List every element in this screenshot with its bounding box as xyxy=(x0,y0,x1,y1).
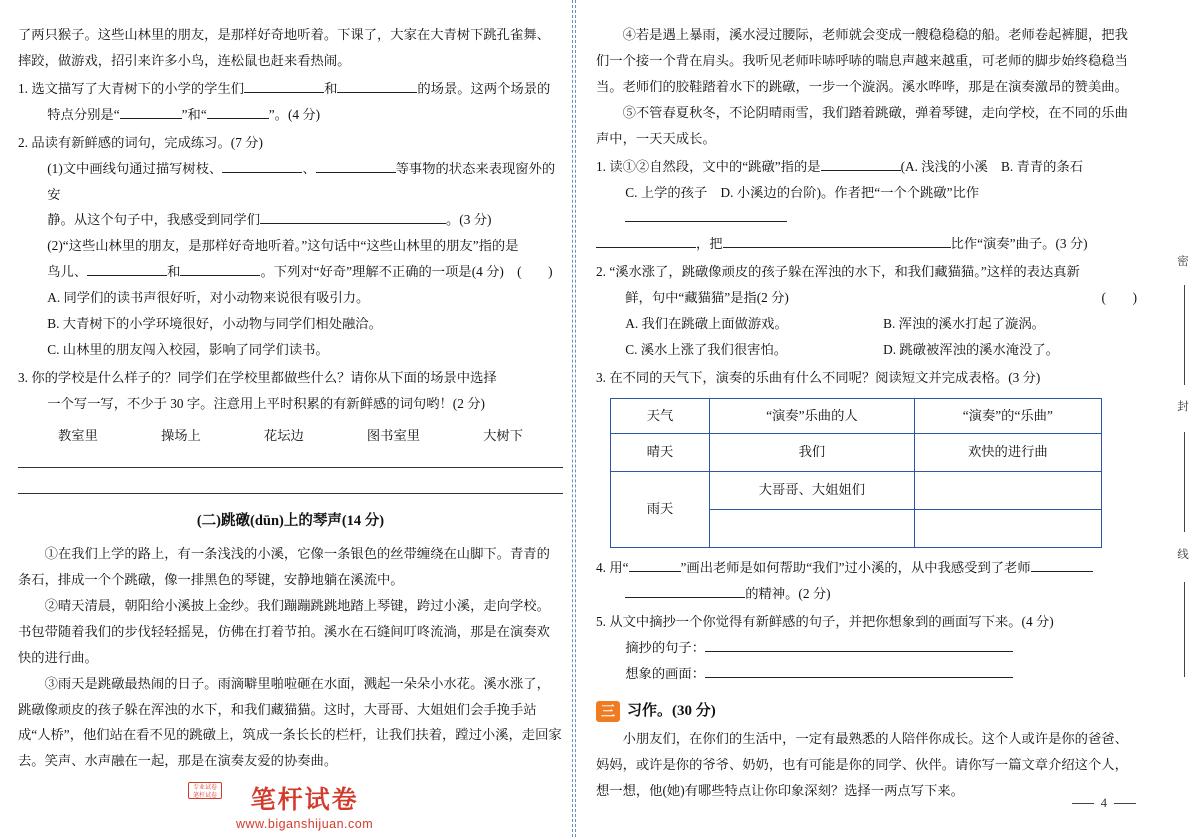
question-1-line2: 特点分别是“ ”和“ ”。(4 分) xyxy=(18,102,563,128)
composition-title: 习作。(30 分) xyxy=(627,702,716,719)
page-number-value: 4 xyxy=(1100,796,1107,810)
cell-performer-blank xyxy=(710,509,915,547)
section-badge: 三 xyxy=(596,701,620,722)
question-1: 1. 选文描写了大青树下的小学的学生们 和 的场景。这两个场景的 xyxy=(18,76,563,102)
page-dash-left xyxy=(1072,803,1094,804)
paragraph-5: ⑤不管春夏秋冬，不论阴晴雨雪，我们踏着跳礅，弹着琴键，走向学校，在不同的乐曲声中，一天天成长。 xyxy=(596,104,1128,146)
option-a: A. 同学们的读书声很好听，对小动物来说很有吸引力。 xyxy=(47,290,370,306)
section2-paragraph-3: ③雨天是跳礅最热闹的日子。雨滴噼里啪啦砸在水面，溅起一朵朵小水花。溪水涨了，跳礅像顽皮的孩子躲在浑浊的水下，和我们藏猫猫。这时，大哥哥、大姐姐们会手挽手站成“人桥”，他们站在看不见的跳礅上，筑成一条长长的栏杆，让我们扶着，蹚过小溪，走回家去。笑声、水声融在一起，那是在演奏友爱的协奏曲。 xyxy=(18,675,562,769)
table-row xyxy=(611,471,1102,509)
table-header-music: “演奏”的“乐曲” xyxy=(914,398,1101,433)
cell-weather-sunny: 晴天 xyxy=(611,433,710,471)
r-q2-options-row2 xyxy=(596,337,1141,363)
r-option-d: D. 跳礅被浑浊的溪水淹没了。 xyxy=(883,342,1059,358)
left-column xyxy=(18,22,563,774)
edge-mark-mi: 密 xyxy=(1176,255,1188,269)
r-question-1-line3: ，把 比作“演奏”曲子。(3 分) xyxy=(596,231,1141,257)
r-question-2: 2. “溪水涨了，跳礅像顽皮的孩子躲在浑浊的水下，和我们藏猫猫。”这样的表达真新 xyxy=(596,264,1080,280)
edge-rule-3 xyxy=(1184,582,1185,677)
r-question-3: 3. 在不同的天气下，演奏的乐曲有什么不同呢？阅读短文并完成表格。(3 分) xyxy=(596,369,1041,385)
option-c: C. 山林里的朋友闯入校园，影响了同学们读书。 xyxy=(47,342,329,358)
composition-header xyxy=(596,697,1141,726)
question-2-1-line2: 静。从这个句子中，我感受到同学们 。(3 分) xyxy=(18,207,563,233)
page-number xyxy=(1072,796,1136,811)
weather-table xyxy=(610,398,1102,548)
paragraph-4: ④若是遇上暴雨，溪水浸过腰际，老师就会变成一艘稳稳稳的船。老师卷起裤腿，把我们一个接一个背在肩头。我听见老师咔哧呼哧的喘息声越来越重，可老师的脚步始终稳稳当当。老师们的胶鞋踏着水下的跳礅，一步一个漩涡。溪水哗哗，那是在演奏激昂的赞美曲。 xyxy=(596,27,1128,94)
question-2-2: (2)“这些山林里的朋友，是那样好奇地听着。”这句话中“这些山林里的朋友”指的是 xyxy=(47,238,519,254)
composition-prompt: 小朋友们，在你们的生活中，一定有最熟悉的人陪伴你成长。这个人或许是你的爸爸、妈妈，或许是你的爷爷、奶奶，也有可能是你的同学、伙伴。请你写一篇文章介绍这个人，想一想，他(她)有哪些特点让你印象深刻？选择一两点写下来。 xyxy=(596,730,1128,798)
scene-2: 操场上 xyxy=(160,427,201,443)
edge-mark-feng: 封 xyxy=(1176,400,1188,414)
r-q2-options-row1 xyxy=(596,311,1141,337)
table-header-performer: “演奏”乐曲的人 xyxy=(710,398,915,433)
passage-tail: 了两只猴子。这些山林里的朋友，是那样好奇地听着。下课了，大家在大青树下跳孔雀舞、摔跤，做游戏，招引来许多小鸟，连松鼠也赶来看热闹。 xyxy=(18,27,550,68)
cell-music-sunny: 欢快的进行曲 xyxy=(914,433,1101,471)
watermark xyxy=(192,780,374,831)
r-question-4-line2: 的精神。(2 分) xyxy=(596,581,1141,607)
r-question-1: 1. 读①②自然段，文中的“跳礅”指的是 (A. 浅浅的小溪 B. 青青的条石 xyxy=(596,154,1141,180)
question-3-line2: 一个写一写，不少于 30 字。注意用上平时积累的有新鲜感的词句哟！(2 分) xyxy=(47,395,485,411)
section2-paragraph-2: ②晴天清晨，朝阳给小溪披上金纱。我们蹦蹦跳跳地踏上琴键，跨过小溪，走向学校。书包带随着我们的步伐轻轻摇晃，仿佛在打着节拍。溪水在石缝间叮咚流淌，那是在演奏欢快的进行曲。 xyxy=(18,597,550,665)
edge-rule-1 xyxy=(1184,285,1185,385)
question-2-2-line2: 鸟儿、 和 。下列对“好奇”理解不正确的一项是(4 分) ( ) xyxy=(18,259,563,285)
question-3: 3. 你的学校是什么样子的？同学们在学校里都做些什么？请你从下面的场景中选择 xyxy=(18,369,497,385)
r-question-5: 5. 从文中摘抄一个你觉得有新鲜感的句子，并把你想象到的画面写下来。(4 分) xyxy=(596,613,1054,629)
table-header-row xyxy=(611,398,1102,433)
r-q5-copy-line: 摘抄的句子： xyxy=(596,635,1141,661)
watermark-url: www.biganshijuan.com xyxy=(236,817,374,831)
r-option-c: C. 溪水上涨了我们很害怕。 xyxy=(625,342,788,358)
r-question-2-line2: 鲜，句中“藏猫猫”是指(2 分) ( ) xyxy=(596,285,1141,311)
page-dash-right xyxy=(1114,803,1136,804)
r-option-b: B. 浑浊的溪水打起了漩涡。 xyxy=(883,316,1045,332)
watermark-seal: 专业试卷 笔杆试卷 xyxy=(188,782,222,799)
answer-line-2 xyxy=(18,492,563,494)
question-2-1: (1)文中画线句通过描写树枝、 、 等事物的状态来表现窗外的安 xyxy=(18,156,563,208)
cell-weather-rainy: 雨天 xyxy=(611,471,710,547)
watermark-brand: 笔杆试卷 xyxy=(250,787,359,814)
section-title: (二)跳礅(dūn)上的琴声(14 分) xyxy=(196,512,385,529)
answer-bracket: ( ) xyxy=(1101,290,1137,306)
scene-3: 花坛边 xyxy=(263,427,304,443)
page-fold-line xyxy=(572,0,573,837)
answer-line-1 xyxy=(18,466,563,468)
r-question-4: 4. 用“ ”画出老师是如何帮助“我们”过小溪的，从中我感受到了老师 xyxy=(596,555,1141,581)
table-header-weather: 天气 xyxy=(611,398,710,433)
page-fold-line-2 xyxy=(575,0,576,837)
cell-performer-sunny: 我们 xyxy=(710,433,915,471)
r-q5-imagine-line: 想象的画面： xyxy=(596,661,1141,687)
scene-5: 大树下 xyxy=(483,427,523,443)
r-question-1-line2: C. 上学的孩子 D. 小溪边的台阶)。作者把“一个个跳礅”比作 xyxy=(596,180,1141,232)
cell-performer-rainy: 大哥哥、大姐姐们 xyxy=(710,471,915,509)
edge-mark-xian: 线 xyxy=(1176,548,1188,562)
cell-music-rainy xyxy=(914,471,1101,509)
option-b: B. 大青树下的小学环境很好，小动物与同学们相处融洽。 xyxy=(47,316,382,332)
scene-choices xyxy=(18,423,563,449)
section2-paragraph-1: ①在我们上学的路上，有一条浅浅的小溪，它像一条银色的丝带缠绕在山脚下。青青的条石，排成一个个跳礅，像一排黑色的琴键，安静地躺在溪流中。 xyxy=(18,546,550,587)
edge-rule-2 xyxy=(1184,432,1185,532)
scene-4: 图书室里 xyxy=(366,427,421,443)
table-row xyxy=(611,433,1102,471)
r-option-a: A. 我们在跳礅上面做游戏。 xyxy=(625,316,788,332)
scene-1: 教室里 xyxy=(58,427,98,443)
cell-music-blank xyxy=(914,509,1101,547)
right-column xyxy=(596,22,1141,804)
question-2: 2. 品读有新鲜感的词句，完成练习。(7 分) xyxy=(18,134,263,150)
